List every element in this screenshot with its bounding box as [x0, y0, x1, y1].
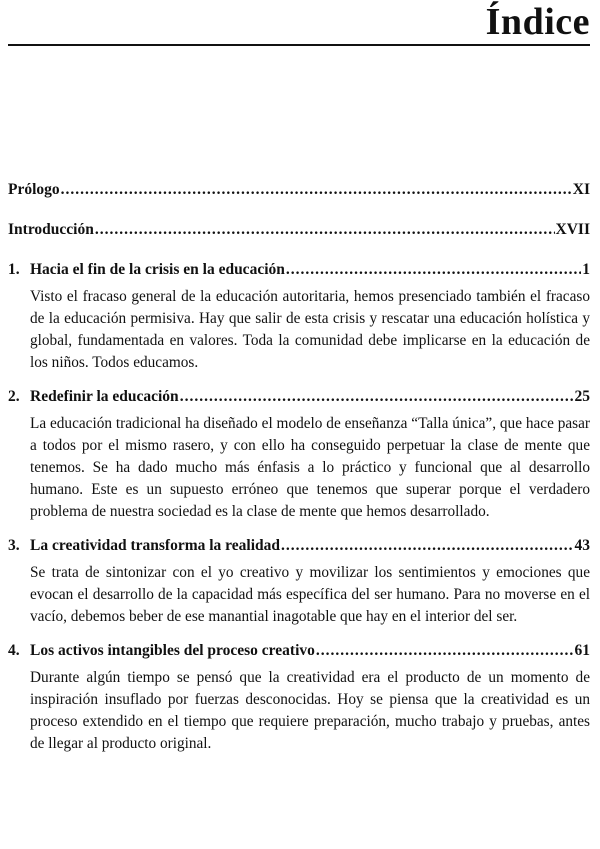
chapter-entry-1: [8, 260, 590, 374]
chapter-number: 2.: [8, 388, 20, 405]
dot-leader: [180, 387, 574, 407]
toc-entry-prologo: [8, 180, 590, 200]
dot-leader: [95, 220, 555, 240]
dot-leader: [281, 536, 574, 556]
chapter-number: 4.: [8, 642, 20, 659]
dot-leader: [61, 180, 572, 200]
chapter-title: Hacia el fin de la crisis en la educación: [30, 261, 285, 278]
dot-leader: [286, 260, 581, 280]
chapter-heading: [8, 536, 590, 556]
chapter-title: La creatividad transforma la realidad: [30, 537, 280, 554]
dot-leader: [316, 641, 574, 661]
chapter-description: Se trata de sintonizar con el yo creativo y movilizar los sentimientos y emociones que evocan el desarrollo de la capacidad más específica del ser humano. Para no moverse en el vacío, debemos beber de ese manantial inagotable que hay en el interior del ser.: [30, 564, 590, 625]
chapter-number: 1.: [8, 261, 20, 278]
toc-entry-introduccion: [8, 220, 590, 240]
chapter-heading: [8, 641, 590, 661]
chapter-entry-4: [8, 641, 590, 755]
chapter-entry-3: [8, 536, 590, 628]
table-of-contents: [8, 180, 590, 755]
toc-entry-page: XI: [572, 181, 590, 198]
chapter-heading: [8, 260, 590, 280]
chapter-title: Redefinir la educación: [30, 388, 179, 405]
chapter-description: Durante algún tiempo se pensó que la creatividad era el producto de un momento de inspiración insuflado por fuerzas desconocidas. Hoy se piensa que la creatividad es un proceso extendido en el tiempo que requiere preparación, mucho trabajo y pruebas, antes de llegar al producto original.: [30, 669, 590, 752]
chapter-title: Los activos intangibles del proceso creativo: [30, 642, 315, 659]
toc-entry-label: Prólogo: [8, 181, 60, 198]
chapter-number: 3.: [8, 537, 20, 554]
toc-entry-label: Introducción: [8, 221, 94, 238]
chapter-page: 25: [574, 388, 590, 405]
toc-entry-page: XVII: [555, 221, 590, 238]
chapter-page: 1: [582, 261, 590, 278]
chapter-description: La educación tradicional ha diseñado el modelo de enseñanza “Talla única”, que hace pasar a todos por el mismo rasero, y con ello ha conseguido perpetuar la clase de mente que tenemos. Se ha dado mucho más énfasis a lo práctico y funcional que al desarrollo humano. Este es un supuesto erróneo que tenemos que superar porque el verdadero problema de nuestra sociedad es la clase de mente que hemos desarrollado.: [30, 415, 590, 520]
chapter-page: 61: [574, 642, 590, 659]
chapter-entry-2: [8, 387, 590, 523]
chapter-heading: [8, 387, 590, 407]
page-title: Índice: [485, 1, 590, 43]
chapter-page: 43: [574, 537, 590, 554]
chapter-description: Visto el fracaso general de la educación autoritaria, hemos presenciado también el fracaso de la educación permisiva. Hay que salir de esta crisis y rescatar una educación holística y global, fundamentada en valores. Toda la comunidad debe implicarse en la educación de los niños. Todos educamos.: [30, 288, 590, 371]
title-rule: [8, 44, 590, 46]
